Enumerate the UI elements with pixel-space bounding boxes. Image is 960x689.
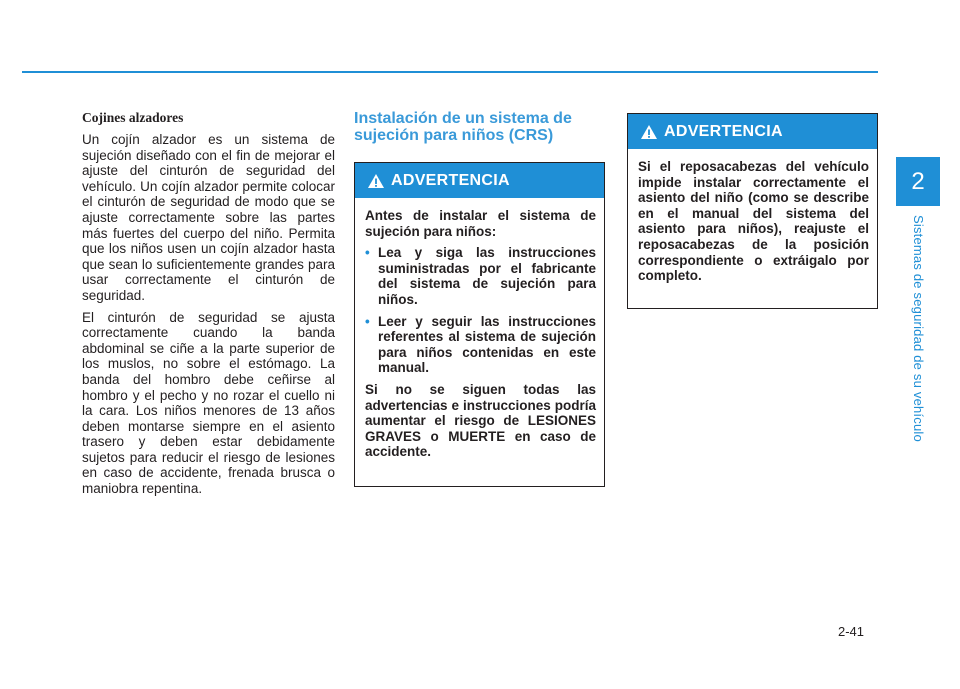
- warning-body: [355, 198, 604, 478]
- warning-box-crs: [354, 162, 605, 487]
- booster-section: [82, 110, 335, 503]
- warning-text: Si el reposacabezas del vehículo impide instalar correctamente el asiento del niño (como se describe en el manual del sistema del asiento para niños), reajuste el reposacabezas de la posición correspondiente o extráigalo por completo.: [638, 159, 869, 284]
- bullet-icon: •: [365, 313, 370, 329]
- crs-heading: Instalación de un sistema de sujeción para niños (CRS): [354, 110, 572, 144]
- page-number: 2-41: [838, 624, 865, 639]
- chapter-title: Sistemas de seguridad de su vehículo: [911, 215, 926, 442]
- warning-list-text: Lea y siga las instrucciones suministradas por el fabricante del sistema de sujeción para niños.: [378, 245, 596, 307]
- header-rule: [22, 71, 878, 73]
- warning-list-text: Leer y seguir las instrucciones referentes al sistema de sujeción para niños contenidas en este manual.: [378, 313, 596, 376]
- warning-title: ADVERTENCIA: [391, 171, 510, 189]
- warning-triangle-icon: [640, 124, 658, 140]
- crs-section: [354, 110, 605, 487]
- booster-paragraph-1: Un cojín alzador es un sistema de sujeción diseñado con el fin de mejorar el ajuste del cinturón de seguridad del vehículo. Un cojín alzador permite colocar el cinturón de seguridad de modo que se ajuste correctamente sobre las partes más fuertes del cuerpo del niño. Permita que los niños usen un cojín alzador hasta que sean lo suficientemente grandes para usar correctamente el cinturón de seguridad.: [82, 132, 335, 303]
- warning-list-item: [365, 245, 596, 307]
- warning-header: [355, 163, 604, 198]
- bullet-icon: •: [365, 245, 370, 261]
- chapter-tab: [896, 157, 940, 206]
- warning-triangle-icon: [367, 173, 385, 189]
- warning-list-item: [365, 314, 596, 376]
- warning-body: [628, 149, 877, 302]
- warning-box-headrest: [627, 113, 878, 309]
- warning-closing: Si no se siguen todas las advertencias e instrucciones podría aumentar el riesgo de LESIONES GRAVES o MUERTE en caso de accidente.: [365, 381, 596, 460]
- warning-list: [365, 245, 596, 376]
- booster-paragraph-2: El cinturón de seguridad se ajusta correctamente cuando la banda abdominal se ciñe a la parte superior de los muslos, no sobre el estómago. La banda del hombro debe ceñirse al hombro y el pecho y no rozar el cuello ni la cara. Los niños menores de 13 años deben montarse siempre en el asiento trasero y deben estar debidamente sujetos para reducir el riesgo de lesiones en caso de accidente, frenada brusca o maniobra repentina.: [82, 309, 335, 497]
- chapter-number: 2: [911, 167, 925, 195]
- warning-header: [628, 114, 877, 149]
- booster-heading: Cojines alzadores: [82, 110, 184, 125]
- warning-title: ADVERTENCIA: [664, 122, 783, 140]
- warning-intro: Antes de instalar el sistema de sujeción para niños:: [365, 208, 596, 239]
